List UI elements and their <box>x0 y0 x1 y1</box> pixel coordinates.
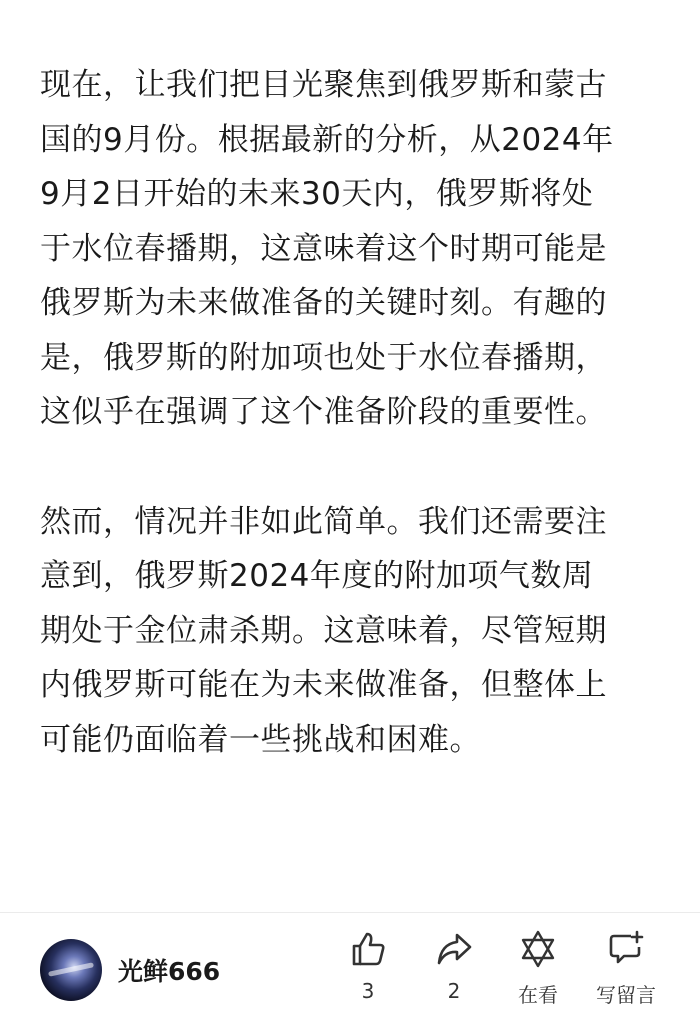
share-count: 2 <box>447 979 461 1003</box>
article-paragraph-1: 现在，让我们把目光聚焦到俄罗斯和蒙古 国的9月份。根据最新的分析，从2024年 9月2日开始的未来30天内，俄罗斯将处 于水位春播期，这意味着这个时期可能是 俄罗斯为未来做准备的关键时刻。有趣的 是，俄罗斯的附加项也处于水位春播期， 这似乎在强调了这个准备阶段的重要性。 <box>40 67 614 430</box>
watch-label: 在看 <box>518 983 558 1007</box>
like-count: 3 <box>361 979 375 1003</box>
comment-button[interactable] <box>594 929 658 1008</box>
thumbs-up-icon <box>348 929 388 969</box>
share-arrow-icon <box>434 929 474 969</box>
article-paragraph-2: 然而，情况并非如此简单。我们还需要注 意到，俄罗斯2024年度的附加项气数周 期处于金位肃杀期。这意味着，尽管短期 内俄罗斯可能在为未来做准备，但整体上 可能仍面临着一些挑战和困难。 <box>40 503 607 758</box>
share-button[interactable] <box>422 929 486 1003</box>
watch-button[interactable] <box>506 929 570 1008</box>
comment-plus-icon <box>606 929 646 969</box>
author-name[interactable]: 光鲜666 <box>118 957 221 986</box>
like-button[interactable] <box>336 929 400 1003</box>
author-profile[interactable] <box>40 939 220 1001</box>
bottom-action-bar <box>0 913 700 1027</box>
comment-label: 写留言 <box>596 983 656 1007</box>
author-avatar[interactable] <box>40 939 102 1001</box>
article-body <box>40 58 670 767</box>
star-of-david-icon <box>518 929 558 969</box>
